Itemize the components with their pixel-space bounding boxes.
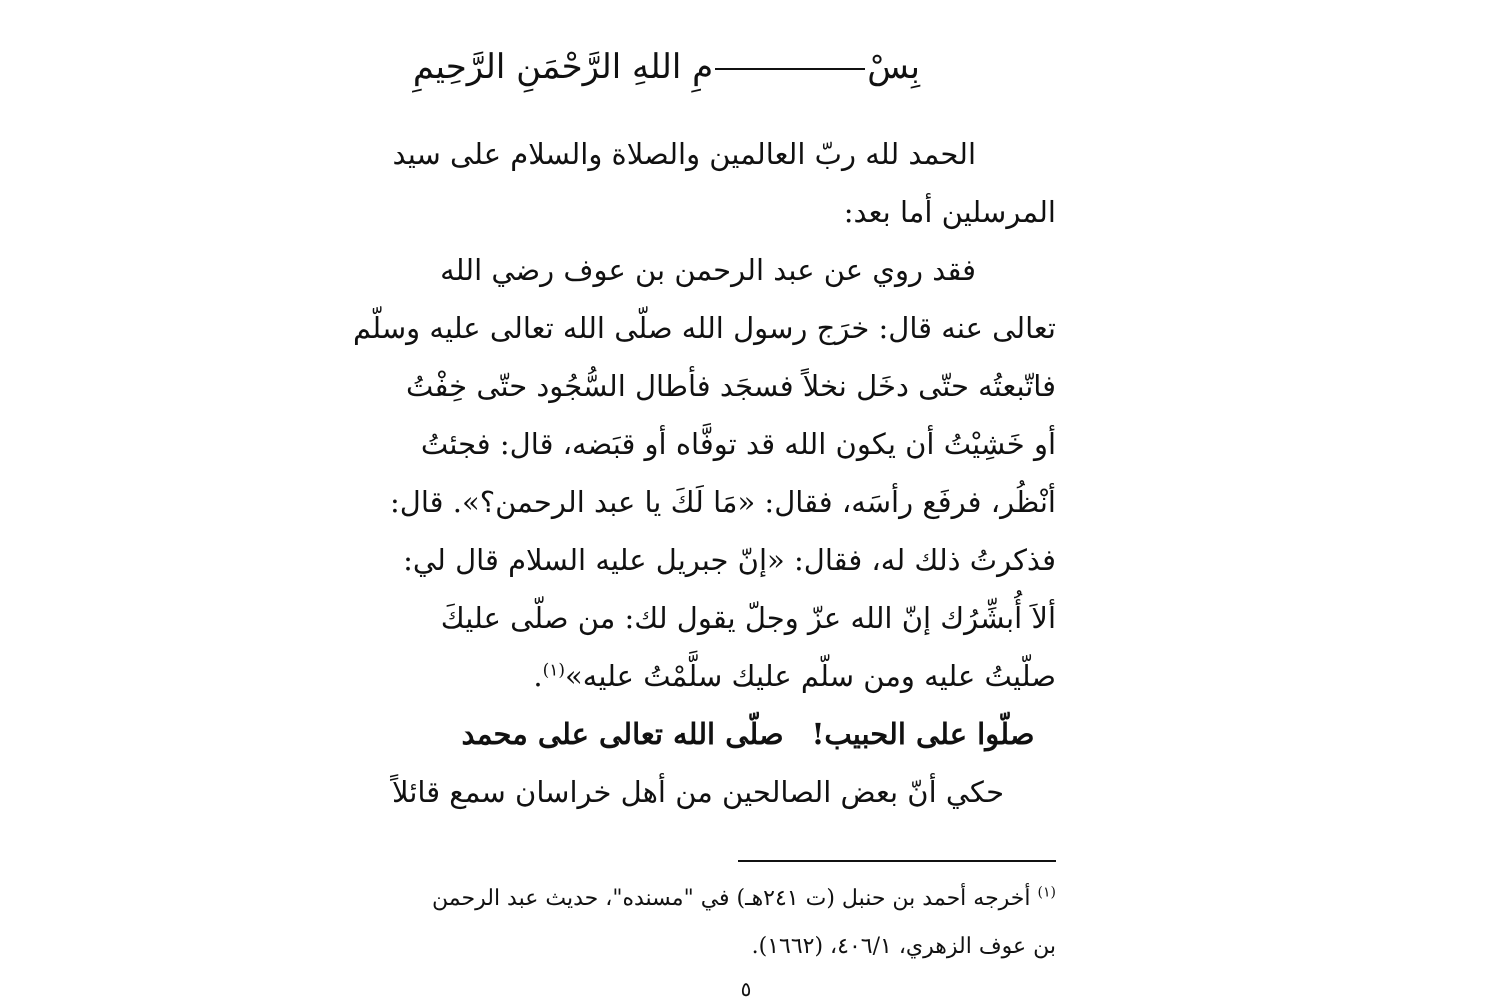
main-text (352, 125, 1056, 821)
hadith-line: ألاَ أُبشِّرُك إنّ الله عزّ وجلّ يقول لك: من صلّى عليكَ (440, 601, 1056, 635)
footnote-line: بن عوف الزهري، ٤٠٦/١، (١٦٦٢). (751, 934, 1056, 959)
basmala-stretch-stroke (715, 68, 865, 70)
footnote-separator (738, 860, 1056, 862)
footnote (432, 875, 1056, 971)
basmala-left-part: بِسْ (867, 47, 920, 87)
hadith-paragraph (352, 241, 1056, 705)
hadith-line-end: . (533, 659, 543, 693)
basmala-calligraphy (412, 38, 920, 96)
hadith-line: أو خَشِيْتُ أن يكون الله قد توفَّاه أو قبَضه، قال: فجئتُ (420, 427, 1056, 461)
salawat-part-1: صلّوا على الحبيب! (811, 717, 1035, 751)
salawat-part-2: صلّى الله تعالى على محمد (461, 717, 784, 751)
salawat-heading (440, 705, 1056, 763)
intro-line: المرسلين أما بعد: (843, 195, 1056, 229)
hadith-line: تعالى عنه قال: خرَج رسول الله صلّى الله تعالى عليه وسلّم (352, 311, 1056, 345)
story-line: حكي أنّ بعض الصالحين من أهل خراسان سمع قائلاً (392, 775, 1004, 809)
hadith-line: فقد روي عن عبد الرحمن بن عوف رضي الله (440, 253, 976, 287)
hadith-last-line (440, 647, 1056, 705)
basmala-right-part: مِ اللهِ الرَّحْمَنِ الرَّحِيمِ (412, 47, 714, 87)
footnote-text-1: أخرجه أحمد بن حنبل (ت ٢٤١هـ) في "مسنده"، حديث عبد الرحمن (432, 886, 1031, 911)
hadith-line: فذكرتُ ذلك له، فقال: «إنّ جبريل عليه السلام قال لي: (403, 543, 1056, 577)
page-number: ٥ (740, 977, 752, 1001)
hadith-line: فاتّبعتُه حتّى دخَل نخلاً فسجَد فأطال السُّجُود حتّى خِفْتُ (406, 369, 1056, 403)
intro-paragraph (392, 125, 1056, 241)
story-paragraph (392, 763, 1056, 821)
footnote-line (432, 875, 1056, 923)
intro-line: الحمد لله ربّ العالمين والصلاة والسلام على سيد (392, 137, 976, 171)
hadith-line: أنْظُر، فرفَع رأسَه، فقال: «مَا لَكَ يا عبد الرحمن؟». قال: (389, 485, 1056, 519)
footnote-number: (١) (1037, 884, 1056, 901)
document-page (352, 0, 1060, 1001)
footnote-reference[interactable]: (١) (542, 660, 566, 681)
hadith-line: صلّيتُ عليه ومن سلّم عليك سلَّمْتُ عليه» (565, 659, 1056, 693)
